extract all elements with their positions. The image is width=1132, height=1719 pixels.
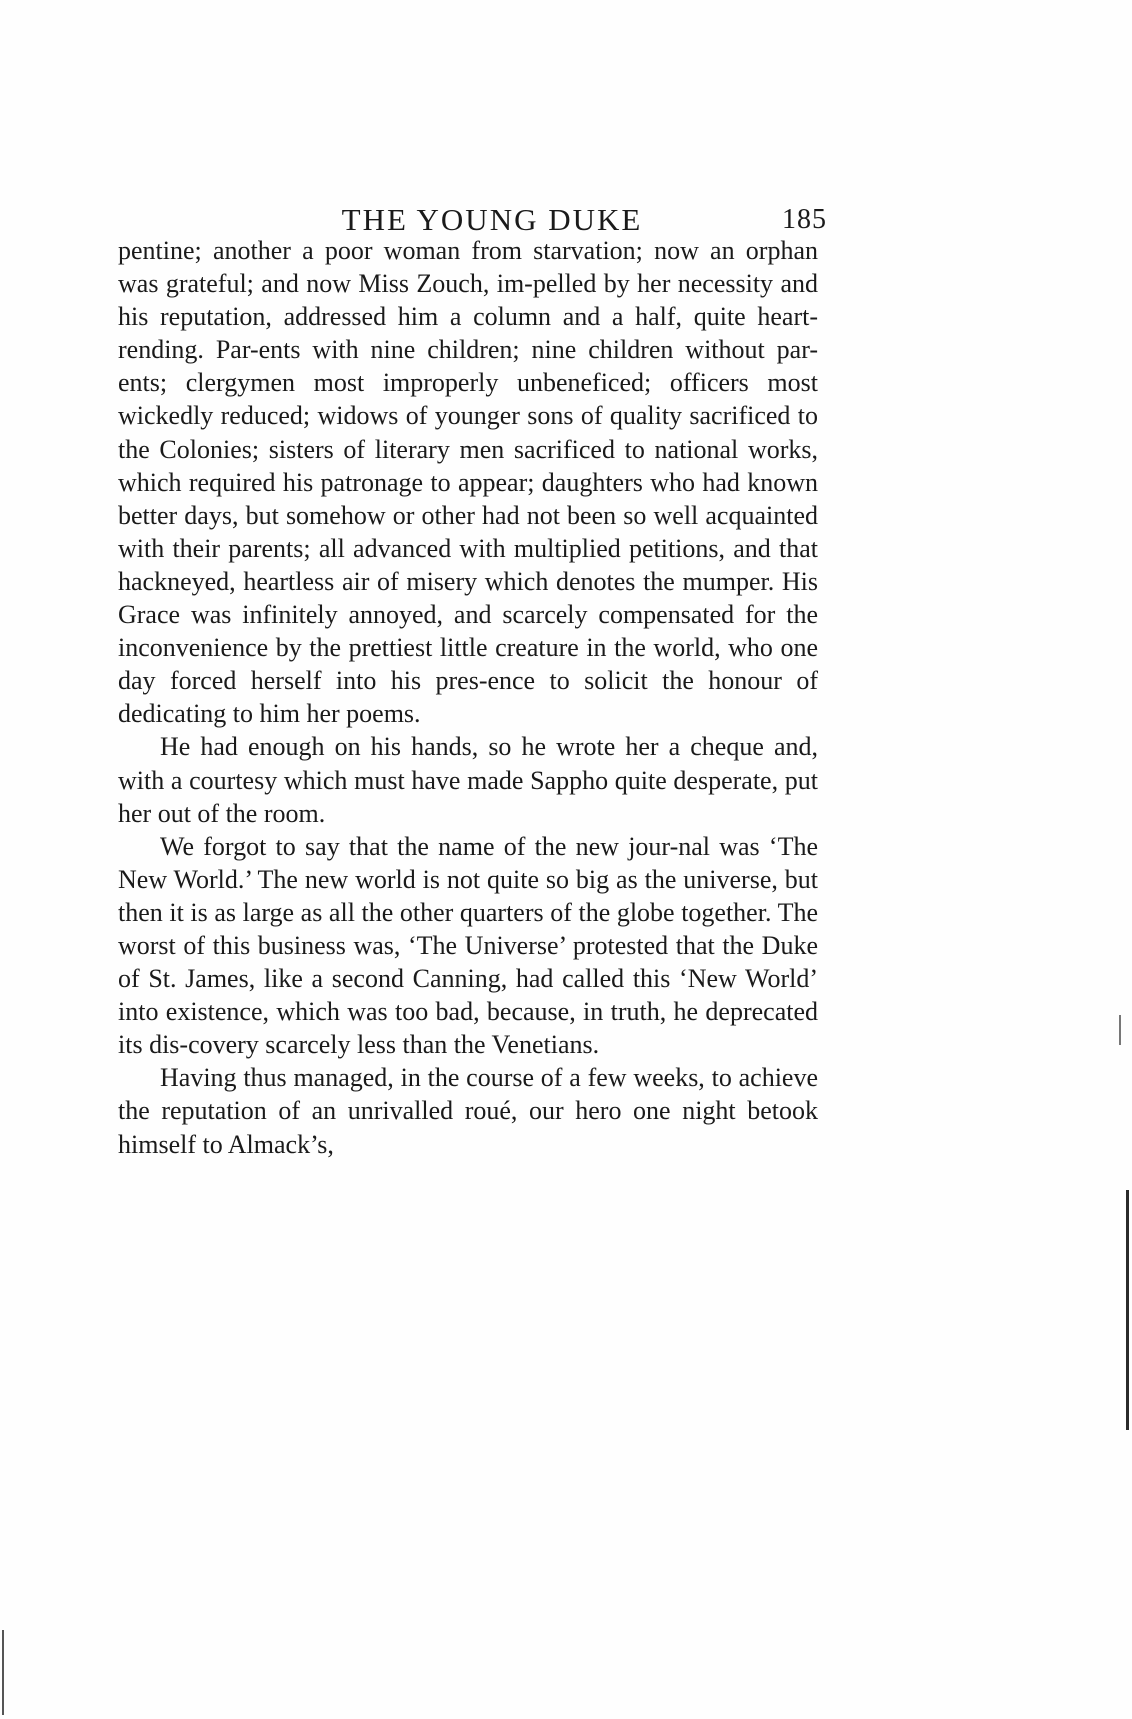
paragraph: He had enough on his hands, so he wrote her a cheque and, with a courtesy which must have made Sappho quite desperate, put her out of the room. [118,732,818,828]
running-title: THE YOUNG DUKE [341,202,643,237]
paragraph: Having thus managed, in the course of a few weeks, to achieve the reputation of an unrivalled roué, our hero one night betook himself to Almack’s, [118,1063,818,1159]
paragraph: We forgot to say that the name of the new jour-nal was ‘The New World.’ The new world is not quite so big as the universe, but then it is as large as all the other quarters of the globe together. The worst of this business was, ‘The Universe’ protested that the Duke of St. James, like a second Canning, had called this ‘New World’ into existence, which was too bad, because, in truth, he deprecated its dis-covery scarcely less than the Venetians. [118,831,818,1060]
page-number: 185 [782,204,827,235]
scan-edge-mark [1126,1190,1129,1430]
scan-edge-mark [2,1630,4,1715]
body-text [118,234,818,1161]
scan-edge-mark [1119,1015,1121,1045]
paragraph-continued: pentine; another a poor woman from starvation; now an orphan was grateful; and now Miss Zouch, im-pelled by her necessity and his reputation, addressed him a column and a half, quite heart-rending. Par-ents with nine children; nine children without par-ents; clergymen most improperly unbeneficed; officers most wickedly reduced; widows of younger sons of quality sacrificed to the Colonies; sisters of literary men sacrificed to national works, which required his patronage to appear; daughters who had known better days, but somehow or other had not been so well acquainted with their parents; all advanced with multiplied petitions, and that hackneyed, heartless air of misery which denotes the mumper. His Grace was infinitely annoyed, and scarcely compensated for the inconvenience by the prettiest little creature in the world, who one day forced herself into his pres-ence to solicit the honour of dedicating to him her poems. [118,236,818,729]
